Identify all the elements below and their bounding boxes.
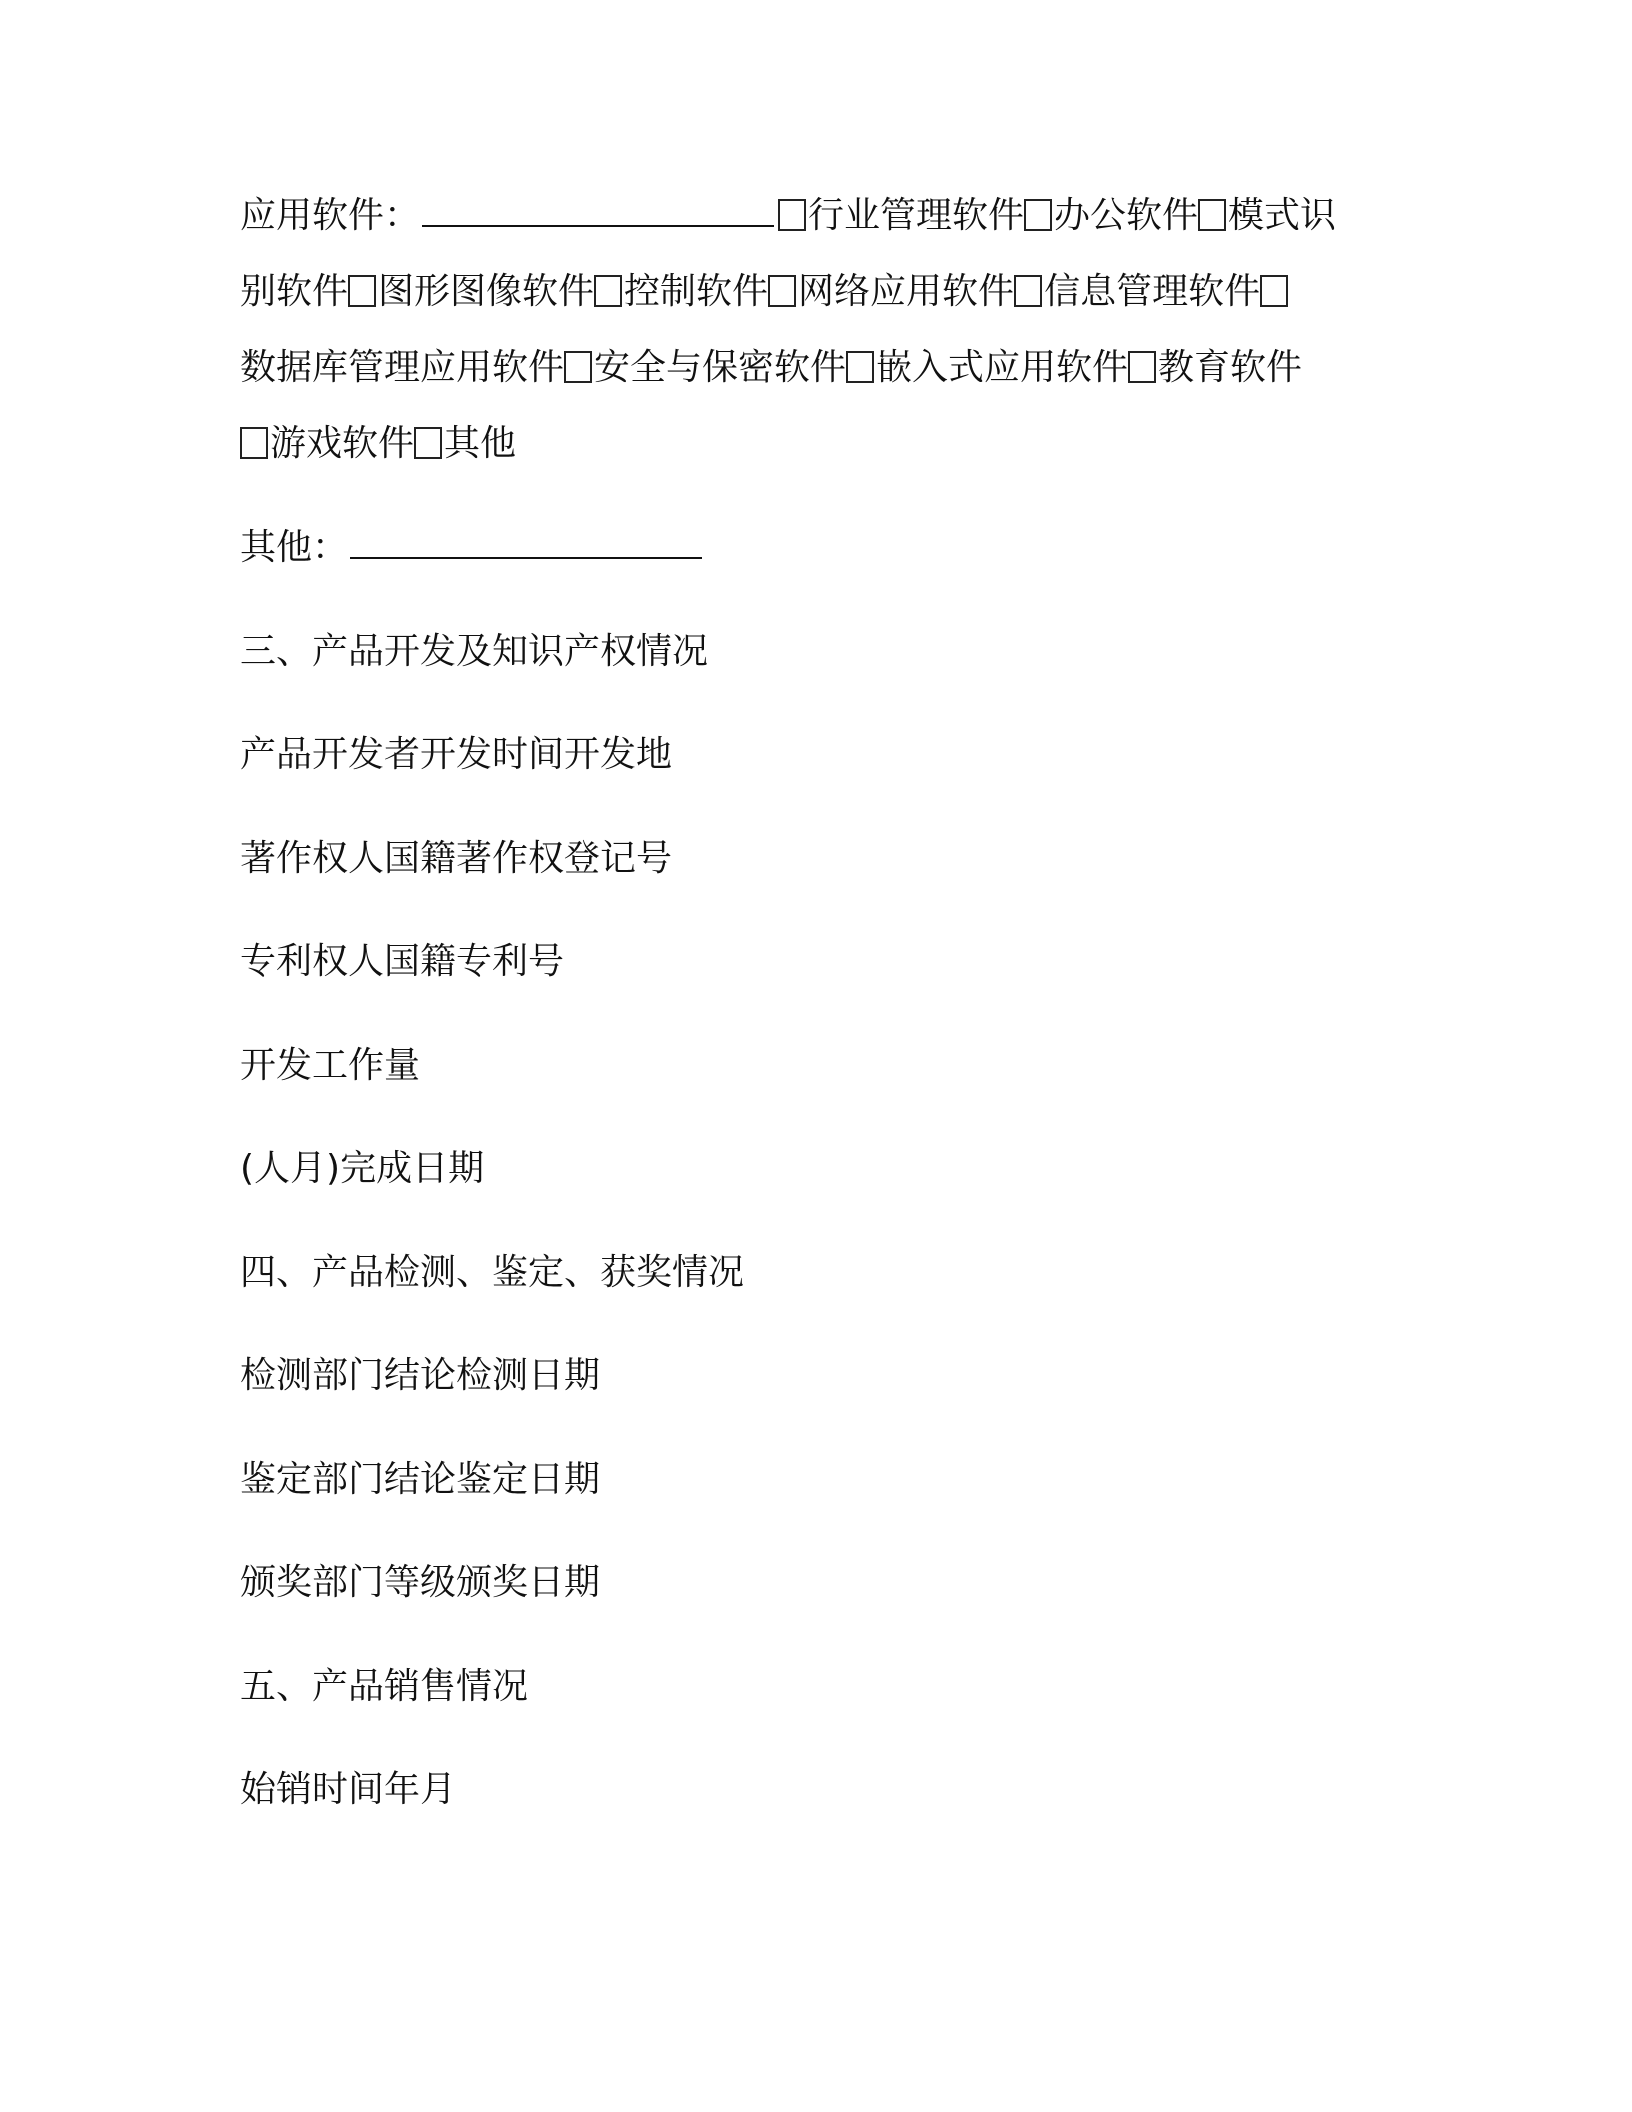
checkbox[interactable] [1128,351,1156,383]
app-software-row-3 [240,346,1302,390]
option-office[interactable]: 办公软件 [1024,195,1198,236]
section-4-line-1: 检测部门结论检测日期 [240,1355,601,1396]
section-4-line-3: 颁奖部门等级颁奖日期 [240,1562,601,1603]
app-software-row-1 [240,194,1336,238]
other-blank[interactable] [350,531,702,559]
row-lead-text: 别软件 [240,271,349,312]
checkbox[interactable] [594,275,622,307]
checkbox[interactable] [1024,199,1052,231]
checkbox-trailing[interactable] [1260,275,1288,307]
option-security[interactable]: 安全与保密软件 [564,347,846,388]
option-graphics[interactable]: 图形图像软件 [348,271,594,312]
section-3-line-3: 专利权人国籍专利号 [240,941,565,982]
other-label: 其他： [240,527,349,568]
option-network[interactable]: 网络应用软件 [768,271,1014,312]
checkbox[interactable] [564,351,592,383]
section-3-line-2: 著作权人国籍著作权登记号 [240,838,673,879]
row-lead-text: 数据库管理应用软件 [240,347,565,388]
app-software-label: 应用软件： [240,195,421,236]
app-software-row-4 [240,422,516,466]
section-4-title: 四、产品检测、鉴定、获奖情况 [240,1252,745,1293]
option-industry-mgmt[interactable]: 行业管理软件 [778,195,1024,236]
section-4-line-2: 鉴定部门结论鉴定日期 [240,1459,601,1500]
checkbox[interactable] [768,275,796,307]
app-software-blank[interactable] [422,199,774,227]
option-other[interactable]: 其他 [414,423,516,464]
checkbox[interactable] [846,351,874,383]
option-info-mgmt[interactable]: 信息管理软件 [1014,271,1260,312]
checkbox[interactable] [348,275,376,307]
option-embedded[interactable]: 嵌入式应用软件 [846,347,1128,388]
checkbox[interactable] [778,199,806,231]
option-control[interactable]: 控制软件 [594,271,768,312]
option-education[interactable]: 教育软件 [1128,347,1302,388]
option-pattern-recognition[interactable]: 模式识 [1198,195,1336,236]
section-5-title: 五、产品销售情况 [240,1666,529,1707]
other-row [240,526,706,570]
app-software-row-2 [240,270,1290,314]
section-3-line-4: 开发工作量 [240,1045,421,1086]
checkbox[interactable] [414,427,442,459]
checkbox[interactable] [1198,199,1226,231]
section-3-line-5: (人月)完成日期 [240,1148,485,1189]
checkbox[interactable] [240,427,268,459]
option-game[interactable]: 游戏软件 [240,423,414,464]
section-5-line-1: 始销时间年月 [240,1769,457,1810]
section-3-line-1: 产品开发者开发时间开发地 [240,734,673,775]
checkbox[interactable] [1014,275,1042,307]
section-3-title: 三、产品开发及知识产权情况 [240,631,709,672]
